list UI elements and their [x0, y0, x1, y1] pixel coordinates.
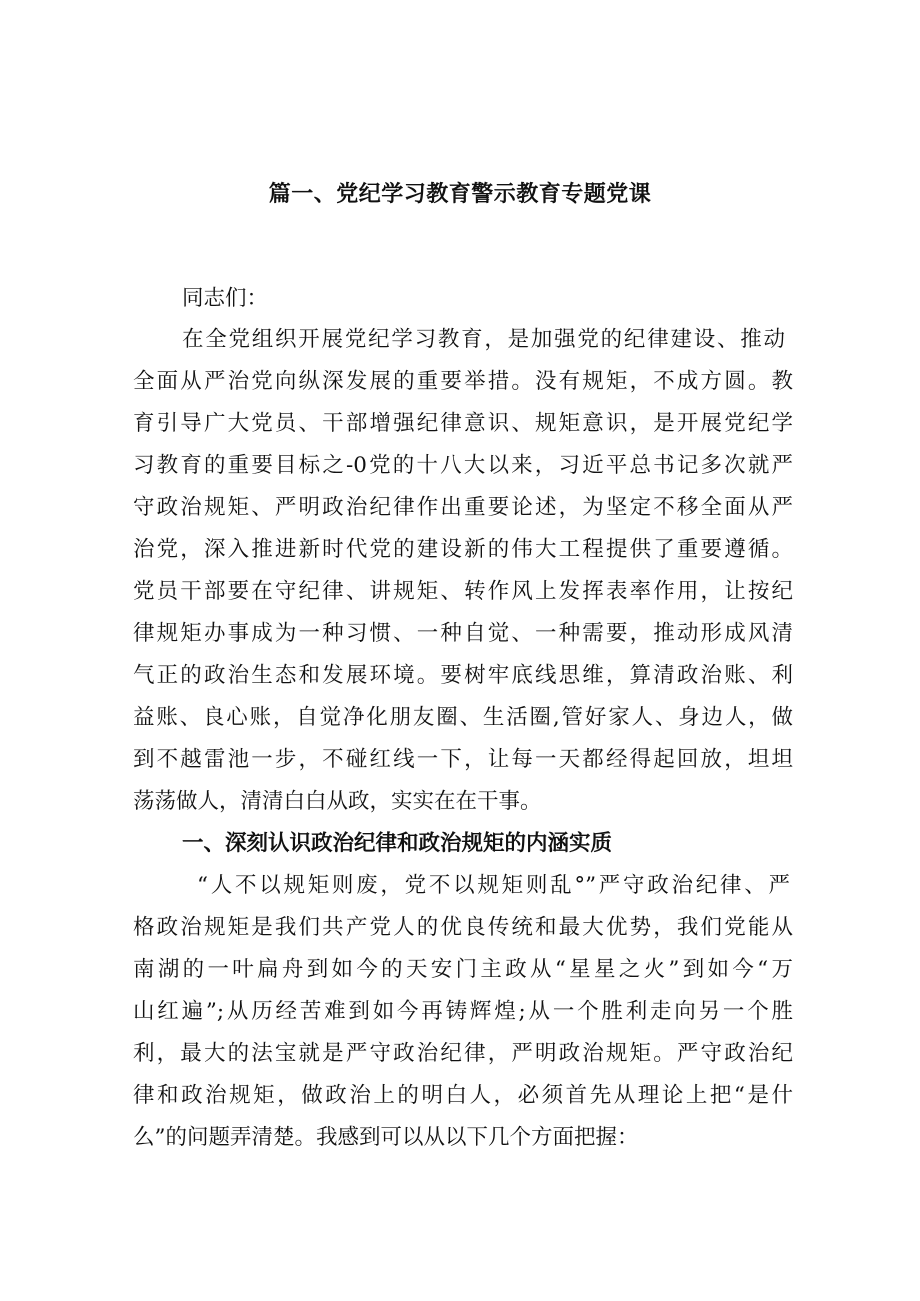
paragraph-line: 守政治规矩、严明政治纪律作出重要论述，为坚定不移全面从严: [133, 495, 793, 520]
paragraph-line: 么”的问题弄清楚。我感到可以从以下几个方面把握：: [133, 1125, 639, 1150]
paragraph-line: 律规矩办事成为一种习惯、一种自觉、一种需要，推动形成风清: [133, 621, 793, 646]
paragraph-line: 山红遍”;从历经苦难到如今再铸辉煌;从一个胜利走向另一个胜: [133, 999, 793, 1024]
paragraph-line: 育引导广大党员、干部增强纪律意识、规矩意识，是开展党纪学: [133, 411, 793, 436]
paragraph-line: 全面从严治党向纵深发展的重要举措。没有规矩，不成方圆。教: [133, 369, 793, 394]
paragraph-line: 习教育的重要目标之-0党的十八大以来，习近平总书记多次就严: [133, 453, 793, 478]
salutation: 同志们：: [182, 286, 269, 311]
paragraph-line: 在全党组织开展党纪学习教育，是加强党的纪律建设、推动: [182, 327, 785, 352]
paragraph-line: 格政治规矩是我们共产党人的优良传统和最大优势，我们党能从: [133, 915, 793, 940]
paragraph-line: “人不以规矩则废，党不以规矩则乱°”严守政治纪律、严: [197, 873, 790, 898]
paragraph-line: 律和政治规矩，做政治上的明白人，必须首先从理论上把“是什: [133, 1083, 793, 1108]
paragraph-line: 益账、良心账，自觉净化朋友圈、生活圈,管好家人、身边人，做: [133, 705, 793, 730]
paragraph-line: 党员干部要在守纪律、讲规矩、转作风上发挥表率作用，让按纪: [133, 579, 793, 604]
paragraph-line: 利，最大的法宝就是严守政治纪律，严明政治规矩。严守政治纪: [133, 1041, 793, 1066]
section-heading: 一、深刻认识政治纪律和政治规矩的内涵实质: [182, 831, 613, 856]
paragraph-line: 气正的政治生态和发展环境。要树牢底线思维，算清政治账、利: [133, 663, 793, 688]
document-title: 篇一、党纪学习教育警示教育专题党课: [268, 181, 652, 207]
paragraph-line: 荡荡做人，清清白白从政，实实在在干事。: [133, 789, 542, 814]
paragraph-line: 治党，深入推进新时代党的建设新的伟大工程提供了重要遵循。: [133, 537, 793, 562]
paragraph-line: 南湖的一叶扁舟到如今的天安门主政从“星星之火”到如今“万: [133, 957, 793, 982]
paragraph-line: 到不越雷池一步，不碰红线一下，让每一天都经得起回放，坦坦: [133, 747, 793, 772]
